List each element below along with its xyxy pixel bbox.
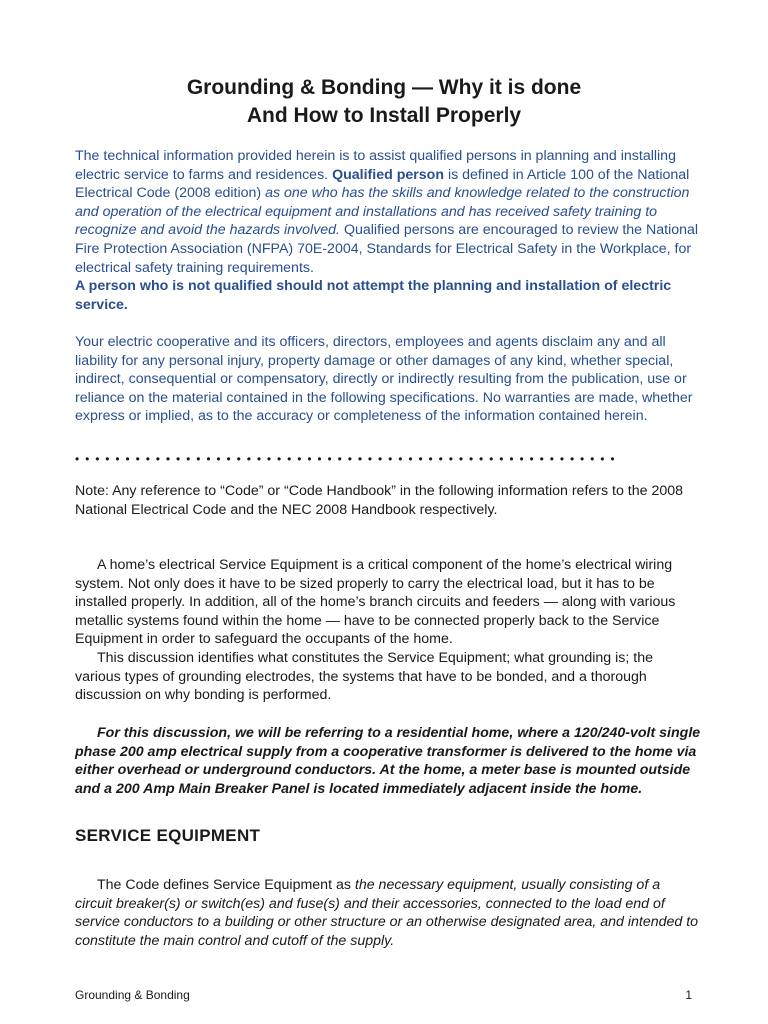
page-title [0,74,768,130]
body-paragraph-1: A home’s electrical Service Equipment is a critical component of the home’s electrical wiring system. Not only does it have to be sized properly to carry the electrical load, but it has to be installed properly. In addition, all of the home’s branch circuits and feeders — along with various metallic systems found within the home — have to be connected properly back to the Service Equipment in order to safeguard the occupants of the home. [75,557,676,648]
section-lead: The Code defines Service Equipment as [97,877,355,893]
intro-text-3: Qualified persons are encouraged to review the National Fire Protection Association (NFPA) 70E-2004, Standards for Electrical Safety in the Workplace, for electrical safety training requirements. [75,222,699,276]
service-equipment-definition: the necessary equipment, usually consisting of a circuit breaker(s) or switch(es) and fuse(s) and their accessories, connected to the load end of service conductors to a building or other structure or an otherwise designated area, and intended to constitute the main control and cutoff of the supply. [75,877,699,949]
footer-title: Grounding & Bonding [75,988,190,1002]
body-paragraph-2: This discussion identifies what constitutes the Service Equipment; what grounding is; the various types of grounding electrodes, the systems that have to be bonded, and a thorough discussion on why bonding is performed. [75,649,653,704]
emphasis-text: For this discussion, we will be referring to a residential home, where a 120/240-volt single phase 200 amp electrical supply from a cooperative transformer is delivered to the home via either overhead or underground conductors. At the home, a meter base is mounted outside and a 200 Amp Main Breaker Panel is located immediately adjacent inside the home. [75,725,701,797]
emphasis-paragraph [75,724,701,798]
qualified-warning: A person who is not qualified should not attempt the planning and installation of electric service. [75,278,672,313]
intro-text-1: The technical information provided herein is to assist qualified persons in planning and installing electric service to farms and residences. [75,148,676,183]
intro-paragraph [75,147,701,314]
title-line-1: Grounding & Bonding — Why it is done [186,76,582,99]
qualified-person-term: Qualified person [332,166,445,183]
section-paragraph [75,876,701,950]
qualified-person-definition: as one who has the skills and knowledge related to the construction and operation of the electrical equipment and installations and has received safety training to recognize and avoid the hazards involved. [75,185,690,239]
title-line-2: And How to Install Properly [246,104,522,127]
intro-text-2: is defined in Article 100 of the National Electrical Code (2008 edition) [75,166,690,202]
dotted-separator: •••••••••••••••••••••••••••••••••••••••••••••••••••••• [75,452,621,466]
note-text: Note: Any reference to “Code” or “Code Handbook” in the following information refers to the 2008 National Electrical Code and the NEC 2008 Handbook respectively. [75,483,684,518]
note-paragraph [75,482,701,519]
page-number: 1 [685,988,692,1002]
section-heading: SERVICE EQUIPMENT [75,826,261,845]
disclaimer-paragraph [75,333,701,426]
body-section [75,556,701,705]
disclaimer-text: Your electric cooperative and its officers, directors, employees and agents disclaim any and all liability for any personal injury, property damage or other damages of any kind, whether special, indirect, consequential or compensatory, directly or indirectly resulting from the publication, use or reliance on the material contained in the following specifications. No warranties are made, whether express or implied, as to the accuracy or completeness of the information contained herein. [75,334,693,425]
